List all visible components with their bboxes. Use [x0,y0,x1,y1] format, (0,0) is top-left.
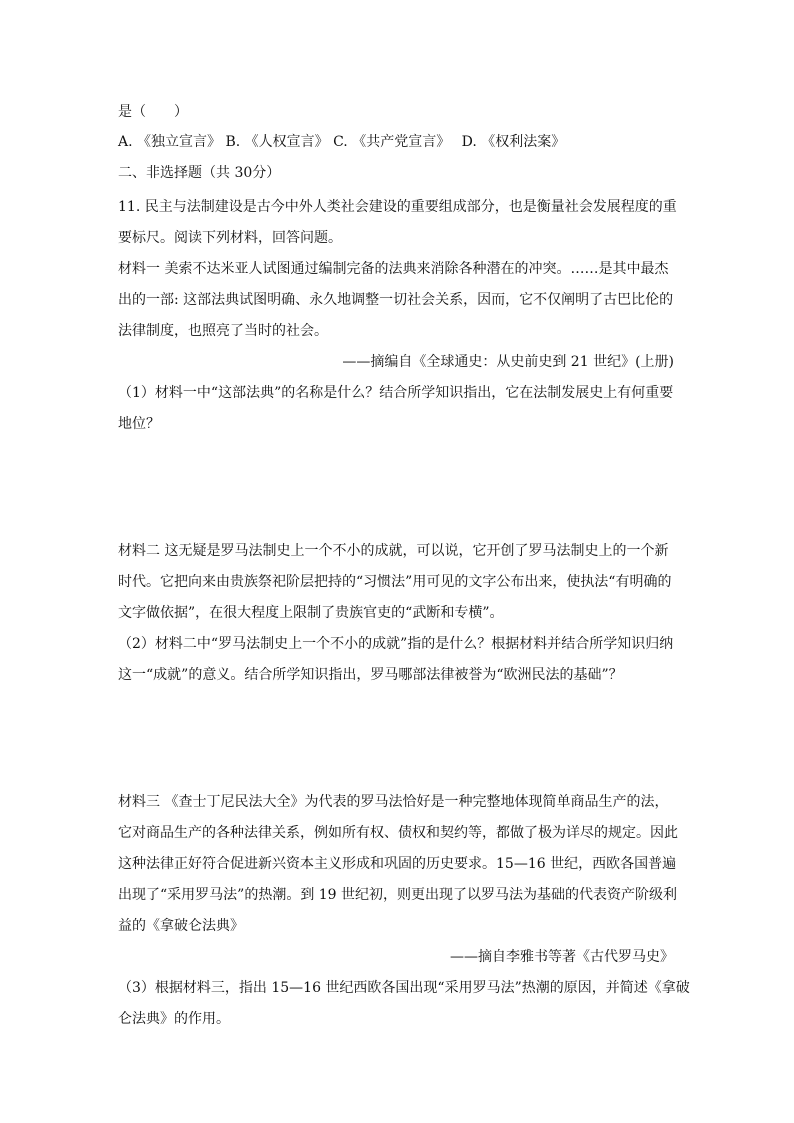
prompt-3-line-2: 仑法典》的作用。 [118,1011,230,1027]
answer-options: A. 《独立宣言》 B. 《人权宣言》 C. 《共产党宣言》 D. 《权利法案》 [118,134,566,150]
material-2-line-2: 时代。它把向来由贵族祭祀阶层把持的“习惯法”用可见的文字公布出来，使执法“有明确的 [118,574,672,590]
material-1-line-1: 材料一 美索不达米亚人试图通过编制完备的法典来消除各种潜在的冲突。……是其中最杰 [118,261,669,277]
material-3-line-5: 益的《拿破仑法典》 [118,918,244,934]
material-2-line-3: 文字做依据”，在很大程度上限制了贵族官吏的“武断和专横”。 [118,605,504,621]
material-2-line-1: 材料二 这无疑是罗马法制史上一个不小的成就，可以说，它开创了罗马法制史上的一个新 [118,543,669,559]
material-3-line-1: 材料三 《查士丁尼民法大全》为代表的罗马法恰好是一种完整地体现简单商品生产的法， [118,794,669,810]
prompt-3-line-1: （3）根据材料三，指出 15—16 世纪西欧各国出现“采用罗马法”热潮的原因，并简述《拿破 [118,980,690,996]
material-3-line-2: 它对商品生产的各种法律关系，例如所有权、债权和契约等，都做了极为详尽的规定。因此 [118,825,678,841]
material-3-source: ——摘自李雅书等著《古代罗马史》 [450,949,674,965]
question-tail: 是（ ） [118,104,188,120]
section-heading: 二、非选择题（共 30分） [118,165,281,181]
prompt-1-line-1: （1）材料一中“这部法典”的名称是什么？结合所学知识指出，它在法制发展史上有何重要 [118,385,674,401]
prompt-2-line-1: （2）材料二中“罗马法制史上一个不小的成就”指的是什么？根据材料并结合所学知识归纳 [118,636,674,652]
material-1-source: ——摘编自《全球通史：从史前史到 21 世纪》(上册) [342,354,674,370]
material-1-line-2: 出的一部: 这部法典试图明确、永久地调整一切社会关系，因而，它不仅阐明了古巴比伦的 [118,292,674,308]
material-3-line-4: 出现了“采用罗马法”的热潮。到 19 世纪初，则更出现了以罗马法为基础的代表资产阶级利 [118,887,678,903]
prompt-2-line-2: 这一“成就”的意义。结合所学知识指出，罗马哪部法律被誉为“欧洲民法的基础”？ [118,667,623,683]
material-3-line-3: 这种法律正好符合促进新兴资本主义形成和巩固的历史要求。15—16 世纪，西欧各国普遍 [118,856,677,872]
prompt-1-line-2: 地位？ [118,416,160,432]
material-1-line-3: 法律制度，也照亮了当时的社会。 [118,323,328,339]
question-11-line-2: 要标尺。阅读下列材料，回答问题。 [118,230,342,246]
question-11-line-1: 11. 民主与法制建设是古今中外人类社会建设的重要组成部分，也是衡量社会发展程度的重 [118,199,677,215]
